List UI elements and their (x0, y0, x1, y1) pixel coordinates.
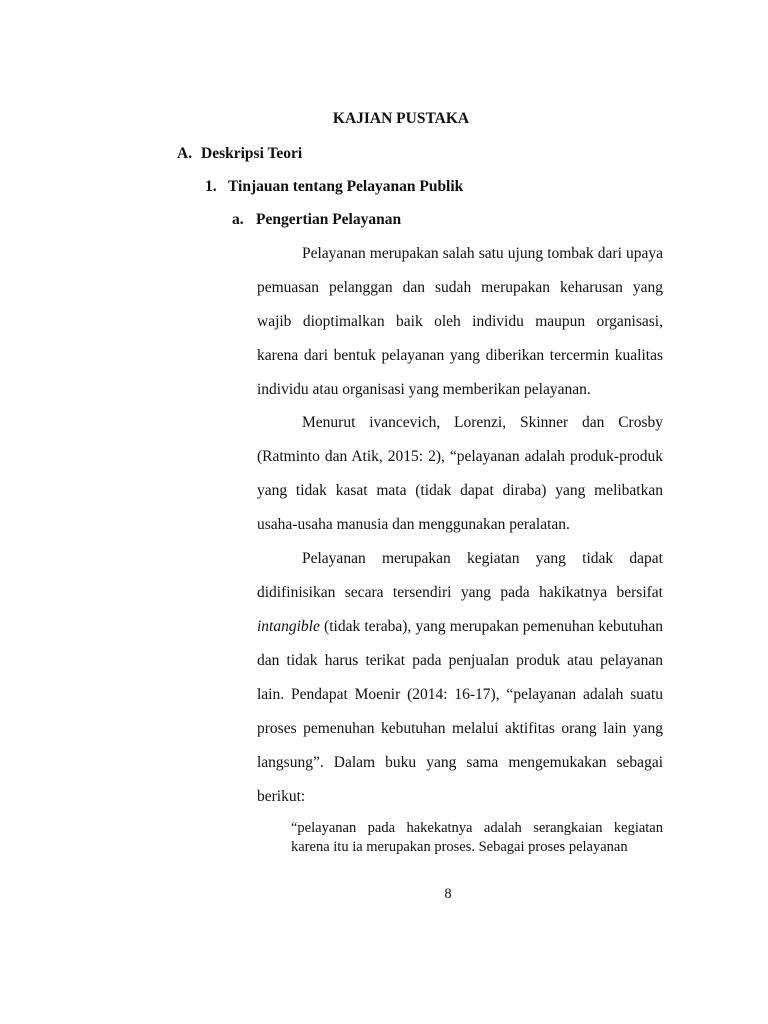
subsubsection-marker: a. (232, 211, 244, 228)
subsection-title: Tinjauan tentang Pelayanan Publik (228, 178, 464, 195)
subsubsection-title: Pengertian Pelayanan (256, 211, 402, 228)
paragraph-3 (257, 542, 663, 814)
paragraph-2-text: Menurut ivancevich, Lorenzi, Skinner dan Crosby (Ratminto dan Atik, 2015: 2), “pelayanan adalah produk-produk yang tidak kasat mata (tidak dapat diraba) yang melibatkan usaha-usaha manusia dan menggunakan peralatan. (257, 414, 663, 533)
paragraph-1-text: Pelayanan merupakan salah satu ujung tombak dari upaya pemuasan pelanggan dan sudah merupakan keharusan yang wajib dioptimalkan baik oleh individu maupun organisasi, karena dari bentuk pelayanan yang diberikan tercermin kualitas individu atau organisasi yang memberikan pelayanan. (257, 245, 663, 398)
subsection-heading (205, 178, 463, 196)
paragraph-3-text-b: (tidak teraba), yang merupakan pemenuhan kebutuhan dan tidak harus terikat pada penjualan produk atau pelayanan lain. Pendapat Moenir (2014: 16-17), “pelayanan adalah suatu proses pemenuhan kebutuhan melalui aktifitas orang lain yang langsung”. Dalam buku yang sama mengemukakan sebagai berikut: (257, 618, 663, 805)
section-title: Deskripsi Teori (201, 145, 303, 162)
paragraph-2 (257, 406, 663, 542)
paragraph-3-italic-term: intangible (257, 618, 320, 635)
subsection-marker: 1. (205, 178, 217, 195)
section-heading (177, 145, 302, 163)
paragraph-1 (257, 237, 663, 407)
section-marker: A. (177, 145, 193, 162)
page-number: 8 (444, 886, 452, 902)
subsubsection-heading (232, 211, 401, 229)
block-quote: “pelayanan pada hakekatnya adalah serangkaian kegiatan karena itu ia merupakan proses. Sebagai proses pelayanan (291, 820, 663, 855)
chapter-title: KAJIAN PUSTAKA (332, 110, 470, 127)
paragraph-3-text-a: Pelayanan merupakan kegiatan yang tidak dapat didifinisikan secara tersendiri yang pada hakikatnya bersifat (257, 550, 663, 601)
